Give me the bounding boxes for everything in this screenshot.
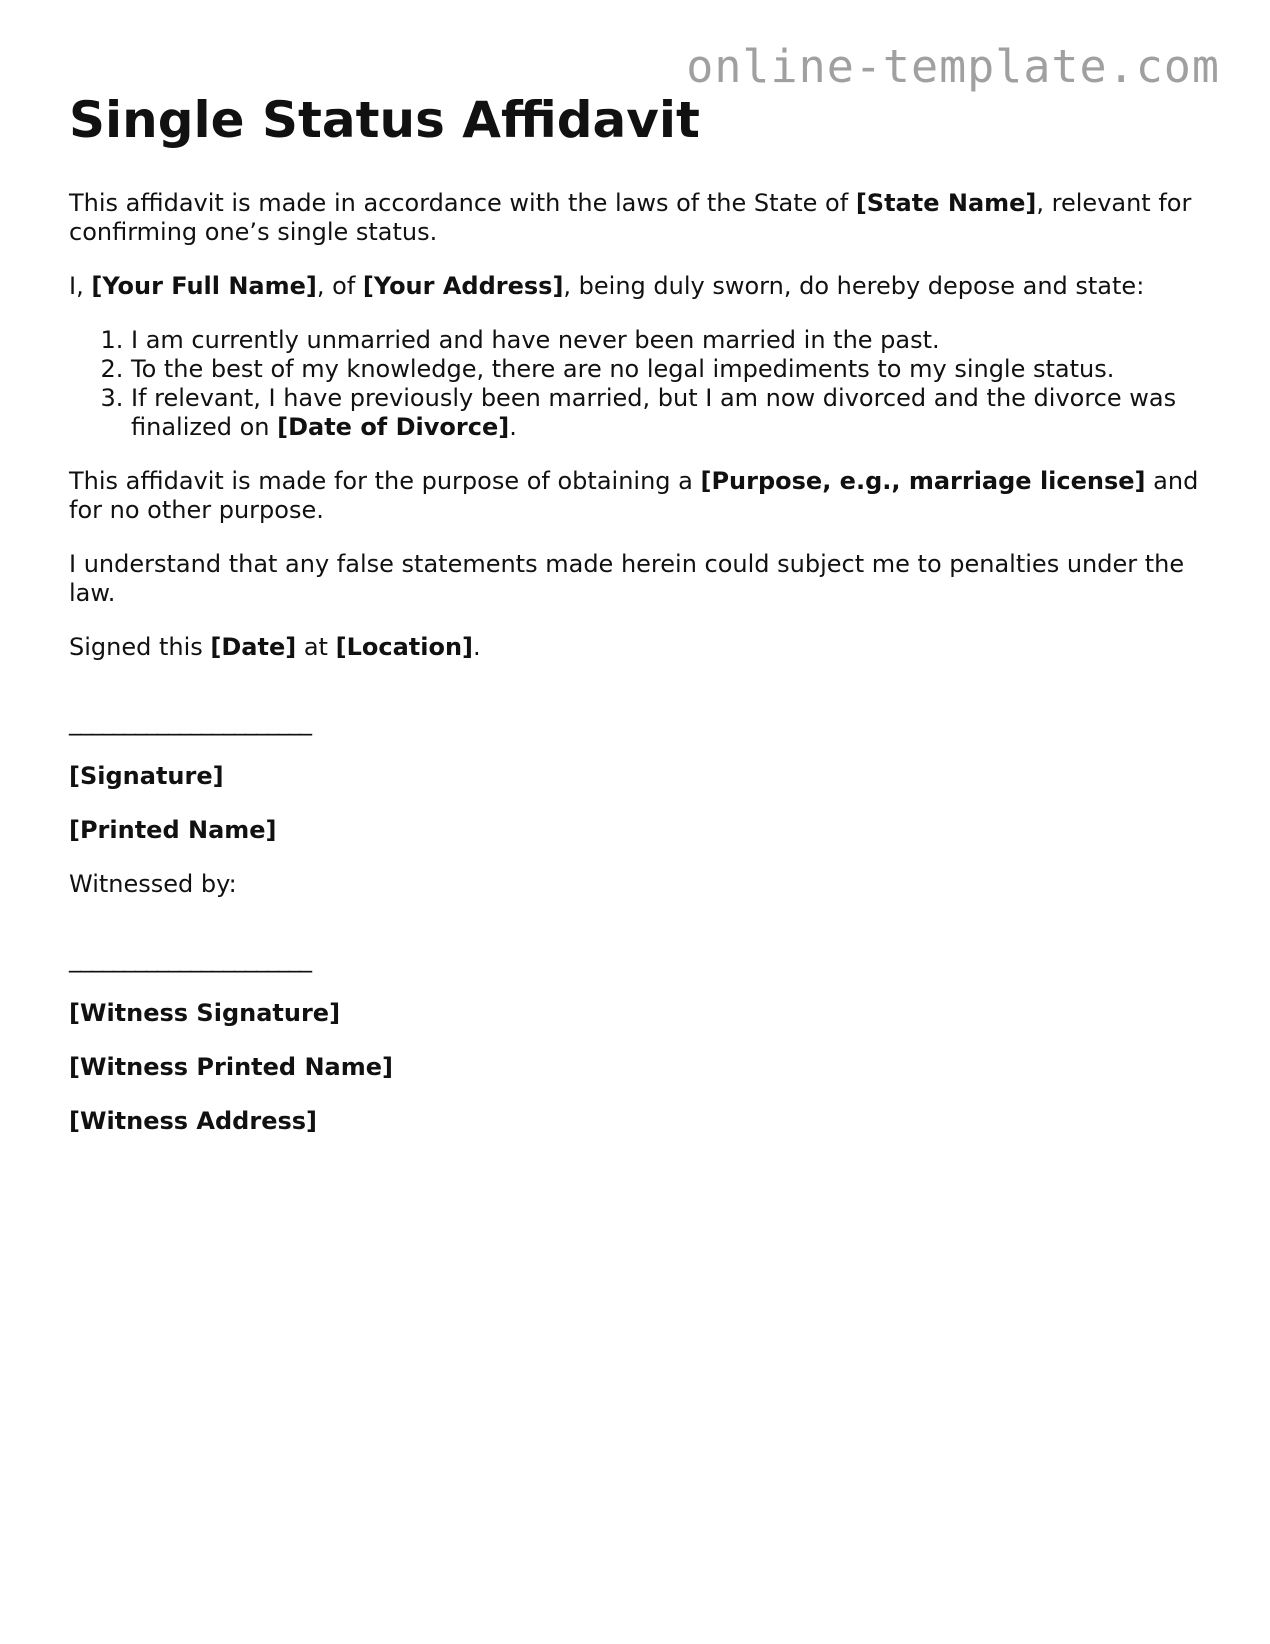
witness-address-label: [Witness Address] — [69, 1107, 318, 1135]
statements-list — [69, 326, 1201, 442]
purpose-text-1: This affidavit is made for the purpose of obtaining a — [69, 467, 701, 495]
purpose-text-2: and for no other purpose. — [69, 467, 1199, 524]
signed-paragraph — [69, 633, 1201, 662]
witnessed-by-label: Witnessed by: — [69, 870, 237, 898]
declarant-text-2: , of — [316, 272, 363, 300]
intro-paragraph — [69, 189, 1201, 247]
document-title: Single Status Affidavit — [69, 91, 700, 149]
location-placeholder: [Location] — [335, 633, 474, 661]
statement-item-2: 2. To the best of my knowledge, there are no legal impediments to my single status. — [131, 355, 1201, 384]
signature-line: ______________________ — [69, 708, 311, 736]
declarant-text-1: I, — [69, 272, 92, 300]
date-placeholder: [Date] — [210, 633, 297, 661]
signed-text-3: . — [473, 633, 481, 661]
witness-signature-label: [Witness Signature] — [69, 999, 341, 1027]
divorce-date-placeholder: [Date of Divorce] — [277, 413, 510, 441]
statement-3-text: If relevant, I have previously been married, but I am now divorced and the divorce was finalized on — [131, 384, 1177, 441]
printed-name-label: [Printed Name] — [69, 816, 277, 844]
signed-text-2: at — [296, 633, 336, 661]
full-name-placeholder: [Your Full Name] — [91, 272, 317, 300]
statement-3-end: . — [509, 413, 517, 441]
witness-printed-name-label: [Witness Printed Name] — [69, 1053, 393, 1081]
understanding-paragraph: I understand that any false statements made herein could subject me to penalties under the law. — [69, 550, 1185, 607]
state-name-placeholder: [State Name] — [855, 189, 1037, 217]
purpose-paragraph — [69, 467, 1201, 525]
watermark-text: online-template.com — [686, 40, 1220, 93]
affidavit-document — [69, 88, 1201, 1161]
intro-text-1: This affidavit is made in accordance with the laws of the State of — [69, 189, 856, 217]
address-placeholder: [Your Address] — [362, 272, 564, 300]
statement-item-1: 1. I am currently unmarried and have never been married in the past. — [131, 326, 1201, 355]
signed-text-1: Signed this — [69, 633, 211, 661]
statement-item-3 — [131, 384, 1201, 442]
declarant-paragraph — [69, 272, 1201, 301]
signature-label: [Signature] — [69, 762, 224, 790]
declarant-text-3: , being duly sworn, do hereby depose and state: — [563, 272, 1145, 300]
intro-text-2: , relevant for confirming one’s single status. — [69, 189, 1192, 246]
purpose-placeholder: [Purpose, e.g., marriage license] — [700, 467, 1146, 495]
witness-signature-line: ______________________ — [69, 945, 311, 973]
